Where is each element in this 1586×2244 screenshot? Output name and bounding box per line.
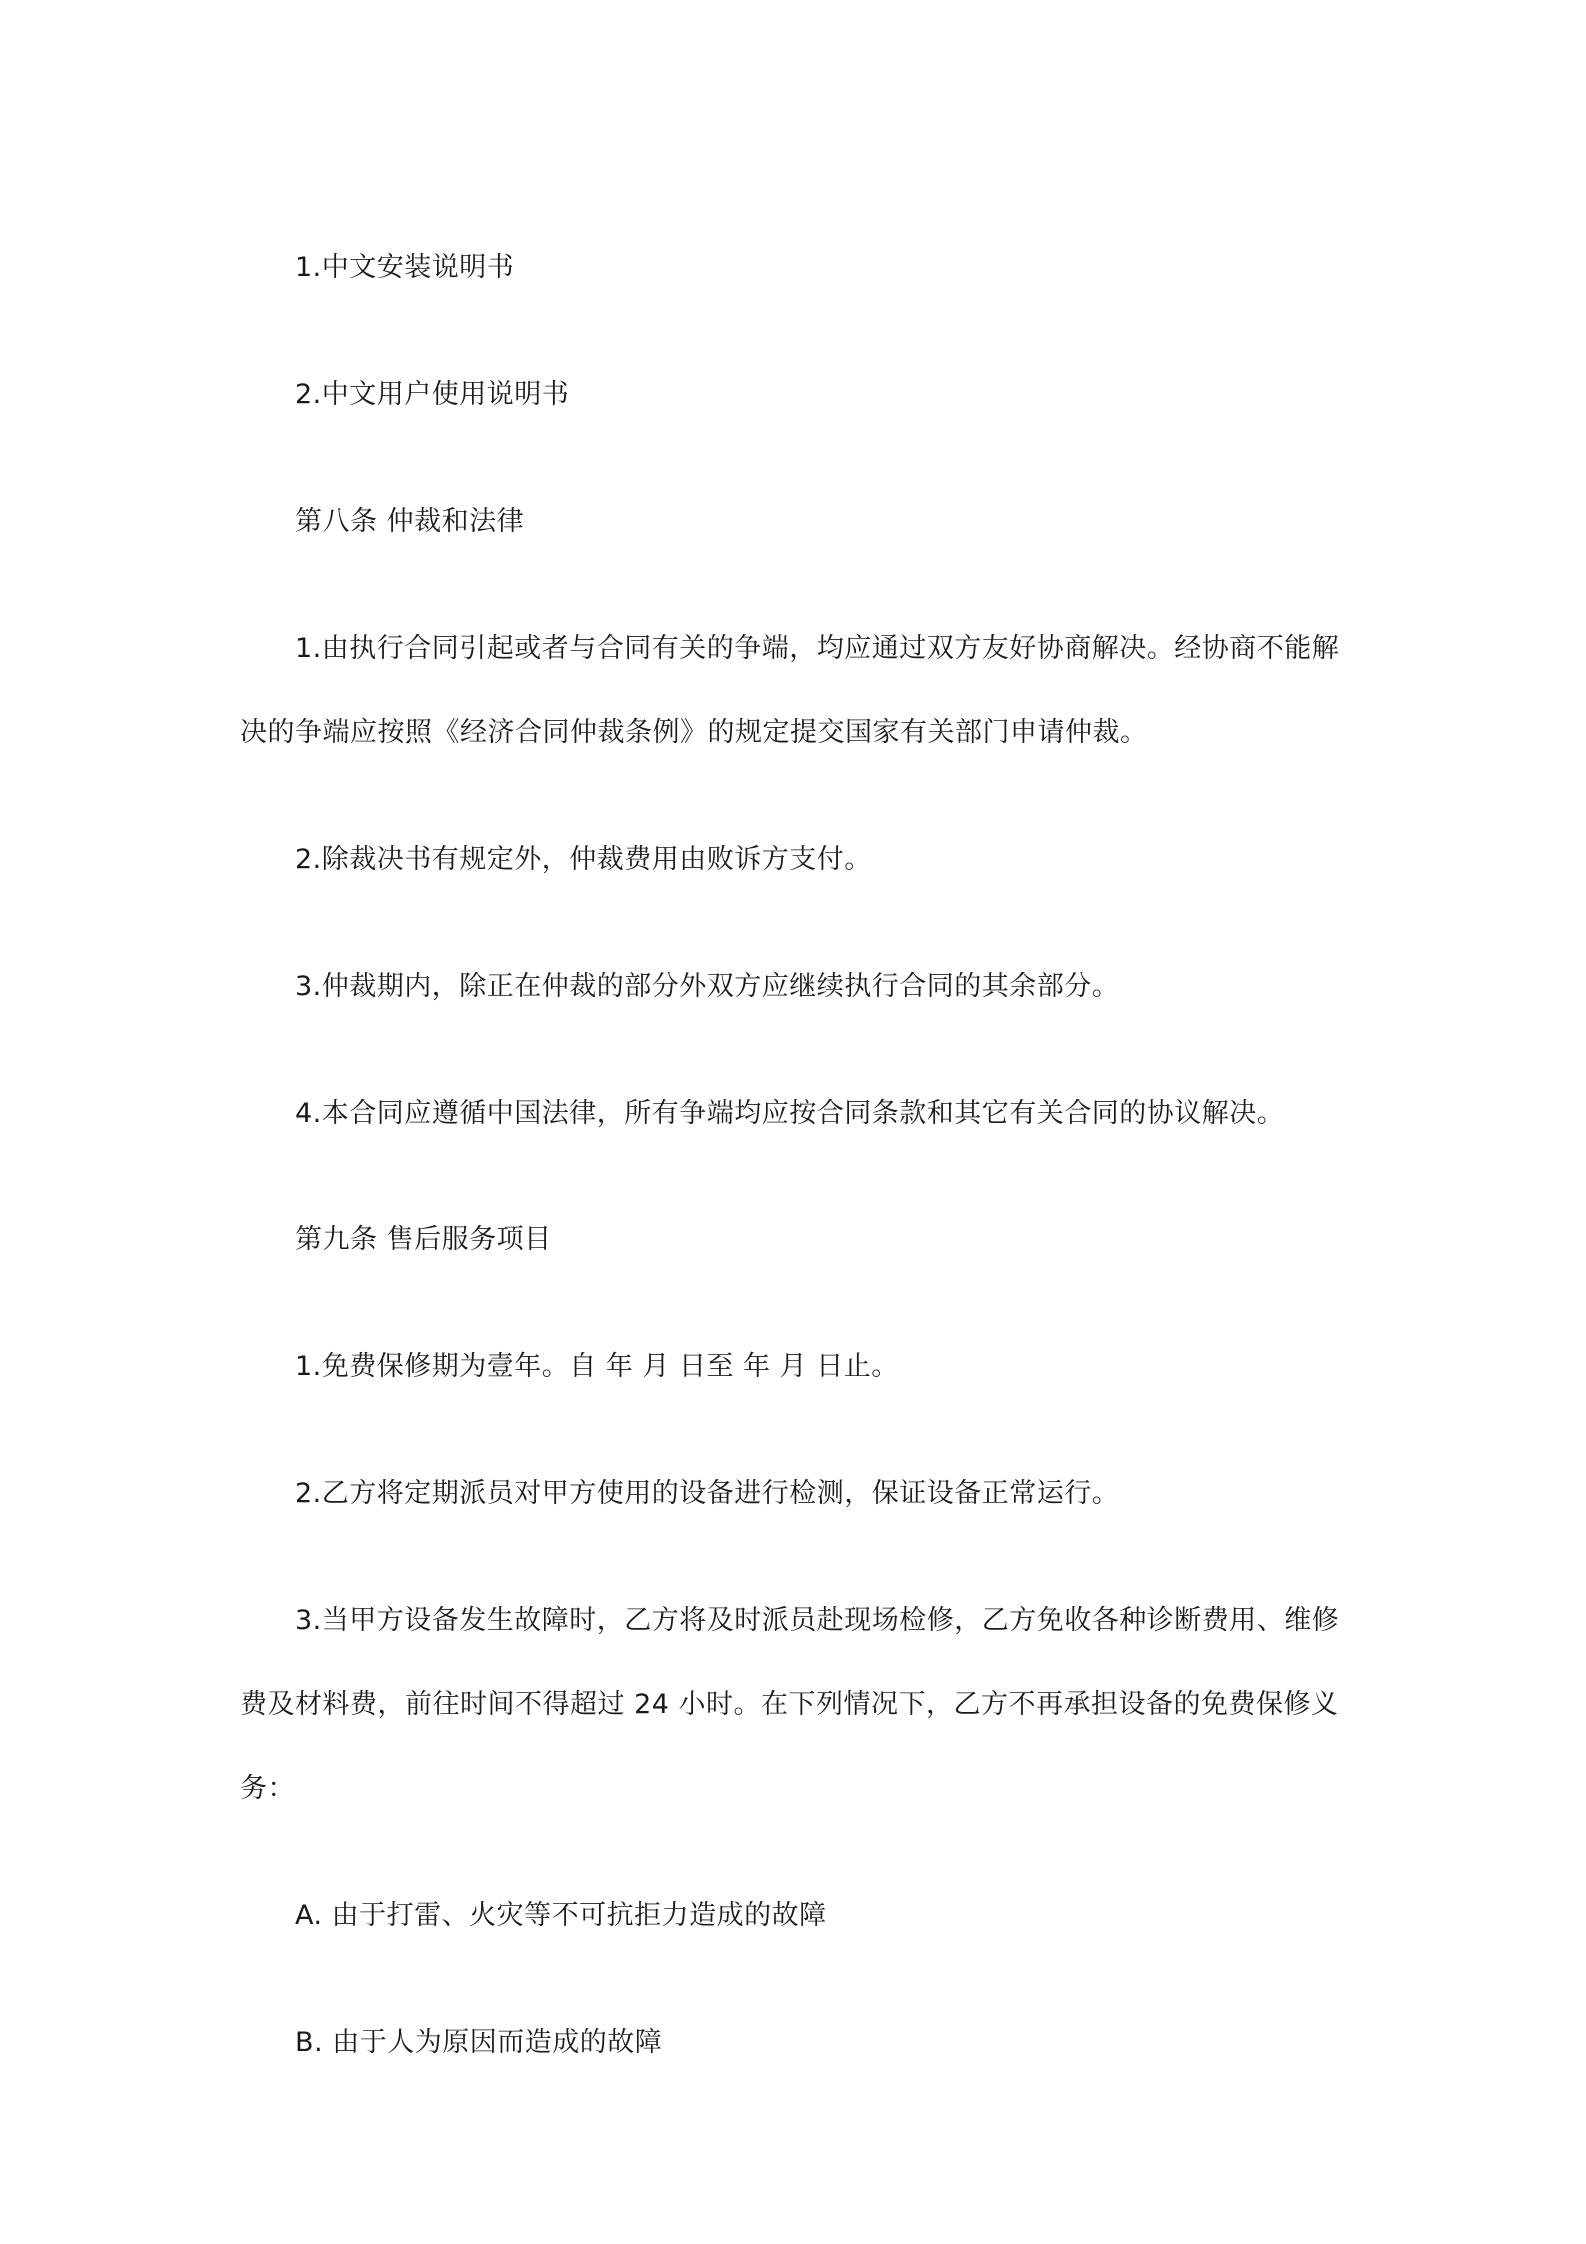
exception-b: B. 由于人为原因而造成的故障 <box>295 2027 663 2058</box>
clause-8-4: 4.本合同应遵循中国法律，所有争端均应按合同条款和其它有关合同的协议解决。 <box>295 1098 1285 1129</box>
clause-9-3-line-3: 务： <box>240 1773 295 1804</box>
clause-8-2: 2.除裁决书有规定外，仲裁费用由败诉方支付。 <box>295 844 872 875</box>
item-install-manual: 1.中文安装说明书 <box>295 252 515 283</box>
clause-9-3-line-1: 3.当甲方设备发生故障时，乙方将及时派员赴现场检修，乙方免收各种诊断费用、维修 <box>295 1605 1340 1636</box>
heading-article-8: 第八条 仲裁和法律 <box>295 506 525 537</box>
clause-9-2: 2.乙方将定期派员对甲方使用的设备进行检测，保证设备正常运行。 <box>295 1478 1120 1509</box>
clause-9-1: 1.免费保修期为壹年。自 年 月 日至 年 月 日止。 <box>295 1351 899 1382</box>
clause-9-3-line-2: 费及材料费，前往时间不得超过 24 小时。在下列情况下，乙方不再承担设备的免费保修义 <box>240 1689 1339 1720</box>
exception-a: A. 由于打雷、火灾等不可抗拒力造成的故障 <box>295 1900 827 1931</box>
item-user-manual: 2.中文用户使用说明书 <box>295 379 570 410</box>
clause-8-3: 3.仲裁期内，除正在仲裁的部分外双方应继续执行合同的其余部分。 <box>295 971 1120 1002</box>
heading-article-9: 第九条 售后服务项目 <box>295 1224 552 1255</box>
clause-8-1-line-1: 1.由执行合同引起或者与合同有关的争端，均应通过双方友好协商解决。经协商不能解 <box>295 633 1340 664</box>
clause-8-1-line-2: 决的争端应按照《经济合同仲裁条例》的规定提交国家有关部门申请仲裁。 <box>240 717 1148 748</box>
